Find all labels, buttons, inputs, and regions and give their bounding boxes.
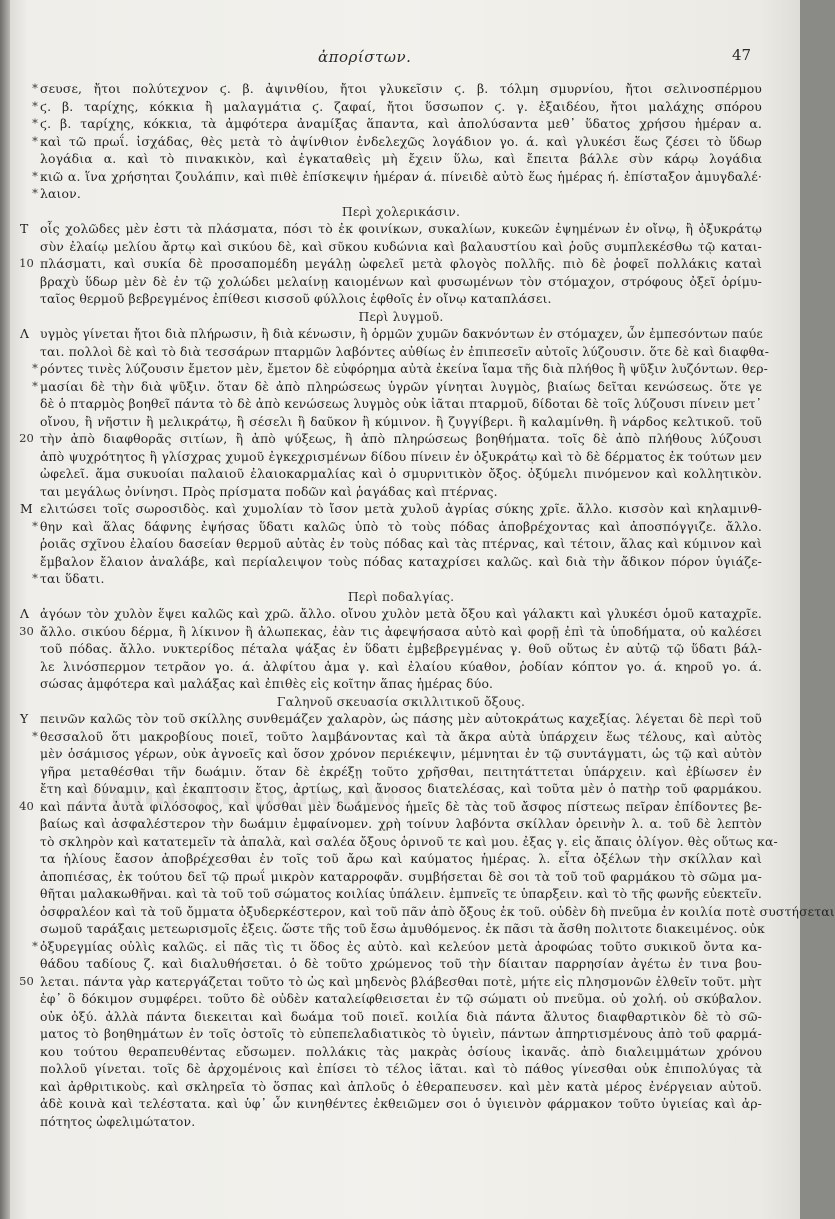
line-text: ἐφ᾽ ὃ δόκιμον συμφέρει. τοῦτο δὲ οὐδὲν καταλείφθεισεται ἐν τῷ σώματι οὐ πνεῦμα. οὐ χολή. οὐ σκύβαλον. [40,991,762,1006]
text-line [40,745,762,763]
text-line [40,640,762,658]
margin-asterisk: * [32,133,38,148]
line-text: οἷς χολῶδες μὲν ἐστι τὰ πλάσματα, πόσι τὸ ἐκ φοινίκων, συκαλίων, κυκεῶν ἐψημένων ἐν οἴνῳ, ἢ ὀξυκράτῳ [40,221,762,236]
line-text: ϛ. β. ταρίχης, κόκκια, τὰ ἀμφότερα ἀναμίξας ἅπαντα, καὶ ἀπολύσαντα μεθ᾽ ὕδατος χρήσου ἡμέραν α. [40,116,762,131]
margin-asterisk: * [32,98,38,113]
text-line [20,500,762,518]
line-text: καὶ πάντα ἀυτὰ φιλόσοφος, καὶ ψύσθαι μὲν δωάμενος ἡμεῖς δὲ τὰς τοῦ ἄσφος πίστεως πεῖραν ἐπίδοντες βε- [40,798,762,814]
line-text: θην καὶ ἅλας δάφνης ἐψήσας ὕδατι καλῶς ὑπὸ τὸ τοὺς πόδας ἀποβρέχοντας καὶ ἀποσπόγγιζε. ἄλλο. [40,518,762,534]
text-line [40,990,762,1008]
line-text: λαιον. [40,186,81,201]
line-text: βραχὺ ὕδωρ μὲν δὲ ἐν τῷ χολώδει μελαίνῃ καιομένων καὶ φυσωμένων τὸν στόμαχον, στρόφους ὀξεῖ ὁρίμυ- [40,273,762,289]
line-text: καὶ τῶ πρωΐ. ἰσχάδας, θὲς μετὰ τὸ ἀψίνθιον ἐνδελεχῶς λογάδιον γο. ά. καὶ γλυκέσι ἕως ζέσει τὸ ὕδωρ [40,133,762,149]
section-heading [40,693,762,711]
text-line [40,1078,762,1096]
text-line [32,80,762,98]
line-text: λεται. πάντα γὰρ κατεργάζεται τοῦτο τὸ ὠς καὶ μηδενὸς βλάβεσθαι ποτὲ, μήτε εἰς πλησμονῶν ἐλθεῖν τοῦτ. μὴτ [40,973,762,989]
line-text: ται ὕδατι. [40,571,105,586]
line-text: γῆρα μεταθέσθαι τῆν δωάμιν. ὅταν δὲ ἐκρέξῃ τοῦτο χρῆσθαι, πειτητάττεται ὑπάρχειν. καὶ ἐβίωσεν ἐν [40,763,762,779]
text-line [40,815,762,833]
text-line [40,1095,762,1113]
faint-offset-print [80,792,400,804]
text-line [40,868,762,886]
margin-asterisk: * [32,571,38,585]
line-text: πότητος ὠφελιμώτατον. [40,1113,196,1129]
text-line [32,115,762,133]
line-text: ἀγόων τὸν χυλὸν ἕψει καλῶς καὶ χρῶ. ἄλλο. οἴνου χυλὸν μετὰ ὄξου καὶ γάλακτι καὶ γλυκέσι ὁμοῦ καταχρῖε. [40,606,762,621]
line-text: σευσε, ἤτοι πολύτεχνον ϛ. β. ἀψινθίου, ἤτοι γλυκεῖσιν ϛ. β. τόλμη σμυρνίου, ἤτοι σελινοσπέρμου [40,81,762,96]
initial-letter: Μ [20,501,33,516]
text-line [40,903,835,921]
margin-asterisk: * [32,378,38,393]
text-line [40,535,762,553]
text-line [32,360,768,378]
line-text: ταῖος θερμοῦ βεβρεγμένος ἐπίθεσι κισσοῦ φύλλοις ἑφθοῖς ἐν οἴνῳ καταπλάσει. [40,291,552,306]
text-line [40,290,762,308]
text-line [20,605,762,623]
text-line [40,885,762,903]
text-line [19,973,762,991]
text-line [19,255,762,273]
section-heading [40,308,762,326]
text-line [20,220,762,238]
text-line [19,623,762,641]
line-number: 40 [19,798,34,813]
text-line [32,938,762,956]
text-line [40,1008,762,1026]
line-text: ἔμβαλον ἔλαιον ἀναλάβε, καὶ περίαλειψον τοὺς πόδας καταχρίσει καλῶς. καὶ διὰ τὴν ἄδικον πόρον ὑγιάζε- [40,553,762,569]
line-text: θῆται μαλακωθῆναι. καὶ τὰ τοῦ τοῦ σώματος κοιλίας ὑπάλειν. ἐμπνεῖς τε ὑπαρξειν. καὶ τὸ τῆς φωνῆς εὐεκτεῖν. [40,886,762,901]
line-text: ἀποπιέσας, ἐκ τούτου δεῖ τῷ πρωΐ μικρὸν καταρροφᾶν. συμβήσεται δὲ σοι τὰ τοῦ τοῦ φαρμάκου τὸ σῶμα μα- [40,868,762,884]
line-text: θάδου ταδίους ζ. καὶ διαλυθήσεται. ὁ δὲ τοῦτο χρώμενος τοῦ τὴν δίαιταν παρρησίαν ἀγέτω ἐν τινα βου- [40,956,762,971]
line-text: τὴν ἀπὸ διαφθορᾶς σιτίων, ἢ ἀπὸ ψύξεως, ἢ ἀπὸ πληρώσεως βοηθήματα. τοῖς δὲ ἀπὸ πλήθους λύζουσι [40,431,762,446]
line-text: πεινῶν καλῶς τὸν τοῦ σκίλλης συνθεμάζεν χαλαρὸν, ὡς πάσης μὲν αὐτοκράτως καχεξίας. λέγεται δὲ περὶ τοῦ [40,711,762,726]
text-line [40,920,765,938]
margin-asterisk: * [32,361,38,375]
text-line [40,1025,762,1043]
line-text: Περὶ ποδαλγίας. [347,588,455,604]
line-text: ὀξυρεγμίας οὐλὶς καλῶς. εἰ πᾶς τὶς τι ὅδος ἐς αὐτὸ. καὶ κελεύον μετὰ ἀροφώας τοῦτο συκικοῦ ὄντα κα- [40,938,762,954]
initial-letter: Λ [20,326,30,341]
margin-asterisk: * [32,81,38,95]
line-text: ῥοιᾶς σχῖνου ἐλαίου δασείαν θερμοῦ αὐτὰς ἐν τοὺς πόδας καὶ τὰς πτέρνας, καὶ τέτοιν, ἅλας καὶ κύμινον καὶ [40,536,762,551]
line-text: ρόντες τινὲς λύζουσιν ἔμετον μὲν, ἔμετον δὲ εὐφόρημα αὐτὰ ἐκείνα ἴαμα τῆς διὰ πλήθος ἢ ψῦξιν λυζόντων. θερ- [40,361,768,376]
text-line [32,168,762,186]
line-text: ϛ. β. ταρίχης, κόκκια ἢ μαλαγμάτια ϛ. ζαφαί, ἤτοι ὕσσωπον ϛ. γ. ἐξαιδέου, ἤτοι μαλάχης σπόρου [40,98,762,114]
running-head: ἀπορίστων. [318,48,412,66]
line-text: σὺν ἐλαίῳ μελίου ἄρτῳ καὶ σικύου δὲ, καὶ σῦκου κυδώνια καὶ βαλαυστίου καὶ ῥοῦς συμπλεκέσθω τῷ καται- [40,238,762,254]
text-line [32,570,762,588]
text-line [40,553,762,571]
line-text: ἀδὲ κοινὰ καὶ τελέστατα. καὶ ὑφ᾽ ὧν κινηθέντες ἐκθειῶμεν σοι ὁ ὑγιεινὸν φάρμακον τοῦτο ὑγιείας καὶ ἀρ- [40,1096,762,1111]
line-text: ματος τὸ βοηθημάτων ἐν τοῖς ὀστοῖς τὸ εὐπεπελαδιατικὸς τὸ ὑγιεὶν, πάντων ἀπηρτισμένους ἀπὸ τοῦ φαρμά- [40,1026,762,1041]
text-line [40,150,762,168]
text-line [40,448,762,466]
line-text: υγμὸς γίνεται ἤτοι διὰ πλήρωσιν, ἢ διὰ κένωσιν, ἢ ὁρμῶν χυμῶν δακνόντων ἐν στόμαχεν, ὧν ἐμπεσόντων παύε [40,326,763,341]
line-text: πλάσματι, καὶ συκία δὲ προσαπομέδη μεγάλῃ ὠφελεῖ μετὰ φλογὸς πολλῆς. πιὸ δὲ ῥοφεῖ πολλάκις καταὶ [40,256,762,271]
line-text: ελιτώσει τοῖς σωροσιδὸς. καὶ χυμολίαν τὸ ἴσον μετὰ χυλοῦ ἀγρίας σύκης χρῖε. ἄλλο. κισσὸν καὶ κηλαμινθ- [40,501,762,516]
main-text-block [19,80,835,1130]
line-text: ὠφελεῖ. ἅμα συκυοίαι παλαιοῦ ἐλαιοκαρμαλίας καὶ ὁ σμυρνιτικὸν ὄξος. ὀξύμελι πινόμενον καὶ κολλητικὸν. [40,466,762,481]
margin-asterisk: * [32,728,38,743]
text-line [40,833,778,851]
line-text: ται μεγάλως ὀνίνησι. Πρὸς πρίσματα ποδῶν καὶ ῥαγάδας καὶ πτέρνας. [40,483,498,499]
text-line [40,850,762,868]
line-text: σωμοῦ ταράξαις μετεωρισμοῖς ἐξεις. ὥστε τῆς τοῦ ἔσω ἀμυθόμενος. ἐκ πᾶσι τὰ ἄσθη πολιτοτε διακειμένος. οὐκ [40,921,765,936]
line-text: λε λινόσπερμον τετρᾶον γο. ά. ἀλφίτου ἀμα γ. καὶ ἐλαίου κύαθον, ῥοδίαν κόπτον γο. ά. κηροῦ γο. ά. [40,658,762,674]
text-line [40,658,762,676]
text-line [20,325,763,343]
text-line [32,185,762,203]
margin-asterisk: * [32,186,38,200]
line-text: θεσσαλοῦ ὅτι μακροβίους ποιεῖ, τοῦτο λαμβάνοντας καὶ τὰ ἄκρα αὐτὰ ὑπάρχειν ἕως τέλους, καὶ αὐτὸς [40,728,762,744]
line-text: Γαληνοῦ σκευασία σκιλλιτικοῦ ὄξους. [276,693,526,709]
section-heading [40,203,762,221]
line-text: ἄλλο. σικύου δέρμα, ἢ λίκινον ἢ ἀλωπεκας, ἐὰν τις ἀφεψήσασα αὐτὸ καὶ φορῇ ἐπὶ τὰ ὑποδήματα, οὐ καλέσει [40,623,762,639]
text-line [32,518,762,536]
text-line [32,98,762,116]
line-text: καὶ ἀρθριτικοὺς. καὶ σκληρεῖα τὸ ὅσπας καὶ ἀπλοῦς ὁ ἐθεραπευσεν. καὶ μὲν κατὰ μέρος ἐνέργειαν αὐτοῦ. [40,1078,762,1094]
line-number: 20 [19,431,34,445]
text-line [40,238,762,256]
line-text: οὐκ ὀξύ. ἀλλὰ πάντα διεκειται καὶ δωάμα τοῦ ποιεῖ. κοιλία διὰ πάντα ἄλυτος διαφθαρτικὸν δὲ τὸ σῶ- [40,1008,762,1024]
line-text: Περὶ λυγμοῦ. [358,308,444,324]
text-line [40,465,762,483]
line-text: πολλοῦ γίνεται. τοῖς δὲ ἀρχομένοις καὶ ἐπίσει τὸ τέλος ἰᾶται. καὶ τὸ πάθος γίνεσθαι οὐκ ἐπιπολύγας τὰ [40,1061,762,1076]
section-heading [40,588,762,606]
text-line [40,955,762,973]
text-line [32,378,762,396]
initial-letter: Υ [20,711,29,726]
margin-asterisk: * [32,116,38,130]
text-line [40,413,762,431]
page-header [0,46,800,72]
margin-asterisk: * [32,938,38,953]
text-line [20,710,762,728]
line-text: ὀσφραλέον καὶ τὰ τοῦ ὄμματα ὀξυδερκέστερον, καὶ τοῦ πᾶν ἀπὸ ὄξους ἐκ τοῦ. οὐδὲν δὴ πνεῦμα ἐν κοιλία ποτὲ συστήσεται [40,903,835,919]
line-text: κου τούτου θεραπευθέντας εὔσωμεν. πολλάκις τὰς μακρὰς ὁσίους ἰκανᾶς. ἀπὸ διαλειμμάτων χρόνου [40,1043,762,1059]
line-text: τοῦ πόδας. ἄλλο. νυκτερίδος πέταλα ψάξας ἐν ὕδατι ἐμβεβρεγμένας γ. θοῦ οὕτως ἐν αὐτῷ τῷ ὕδατι βάλ- [40,641,762,656]
line-text: λογάδια α. καὶ τὸ πινακικὸν, καὶ ἐγκαταθεὶς μὴ ἔχειν ὕλω, καὶ ἔπειτα βάλλε σὺν κάρῳ λογάδια [40,151,762,166]
text-line [40,675,762,693]
text-line [40,1060,762,1078]
margin-asterisk: * [32,518,38,533]
text-line [40,395,762,413]
line-text: κιῶ α. ἵνα χρήσηται ζουλάπιν, καὶ πιθὲ ἐπίσκεψιν ἡμέραν ά. πίνειδὲ αὐτὸ ἕως ἡμέρας ή. ἐπίσταξον ἀμυγδαλέ· [40,168,762,184]
line-text: μὲν ὁσάμισος γέρων, οὐκ ἀγνοεῖς καὶ ὅσον χρόνον περιέκεψιν, μέμνηται ἐν τῷ συντάγματι, ὡς τῷ καὶ αὐτὸν [40,746,762,761]
line-text: ἔτη καὶ δύναμιν, καὶ ἐκαπτοσιν ἔτος, ἀρτίως, καὶ ἄνοσος διατελέσας, καὶ τοῦτα μὲν ὁ πατὴρ τοῦ φαρμάκου. [40,781,762,796]
text-line [32,133,762,151]
line-text: Περὶ χολερικάσιν. [341,203,461,219]
line-number: 30 [19,623,34,638]
text-line [40,343,770,361]
text-line [19,430,762,448]
text-line [40,483,762,501]
line-text: τὸ σκληρὸν καὶ κατατεμεῖν τὰ ἀπαλὰ, καὶ σαλέα ὄξους ὁρινοῦ τε καὶ μου. ἐξας γ. εἰς ἄπαις ὀλίγον. θὲς οὕτως κα- [40,833,778,849]
text-line [40,1113,762,1131]
line-text: μασίαι δὲ τὴν διὰ ψῦξιν. ὅταν δὲ ἀπὸ πληρώσεως ὑγρῶν γίνηται λυγμὸς, βιαίως δεῖται κενώσεως. ὅτε γε [40,378,762,394]
line-text: βαίως καὶ ἀσφαλέστερον τὴν δωάμιν ἐμφαίνομεν. χρὴ τοίνυν λαβόντα σκίλλαν ὀρεινὴν λ. α. τοῦ δὲ λεπτὸν [40,816,762,831]
line-text: δὲ ὁ πταρμὸς βοηθεῖ πάντα τὸ δὲ ἀπὸ κενώσεως λυγμὸς οὐκ ἰᾶται πταρμοῦ, δίδοται δὲ τοῖς λύζουσι πίνειν μετ᾽ [40,396,762,411]
line-number: 50 [19,973,34,988]
text-line [32,728,762,746]
line-text: τα ἡλίους ἔασον ἀποβρέχεσθαι ἐν τοῖς τοῦ ἄρω καὶ καύματος ἡμέρας. λ. εἶτα ὀξέλων τὴν σκίλλαν καὶ [40,851,762,866]
margin-asterisk: * [32,168,38,183]
line-text: ται. πολλοὶ δὲ καὶ τὸ διὰ τεσσάρων πταρμῶν λαβόντες αὐθίως ἐν ἐπιπεσεῖν αὐτοῖς λύζουσιν. ὅτε δὲ καὶ διαφθα- [40,343,770,359]
text-line [40,763,762,781]
initial-letter: Λ [20,606,30,621]
line-text: σώσας ἀμφότερα καὶ μαλάξας καὶ ἐπιθὲς εἰς κοῖτην ἅπας ἡμέρας δύο. [40,676,494,691]
initial-letter: Τ [20,221,29,236]
text-line [40,273,762,291]
line-number: 10 [19,256,34,270]
text-line [40,1043,762,1061]
line-text: ἀπὸ ψυχρότητος ἢ γλίσχρας χυμοῦ ἐγκεχρισμένων δίδου πίνειν ἐν ὀξυκράτῳ καὶ τὸ δὲ δέρματος ἐκ τούτων μεν [40,448,762,464]
line-text: οἴνου, ἢ νῆστιν ἢ μελικράτῳ, ἢ σέσελι ἢ δαῦκον ἢ κύμινον. ἢ ζυγγίβερι. ἢ καλαμίνθη. ἢ νάρδος κελτικοῦ. τοῦ [40,413,762,429]
page-number: 47 [732,46,752,64]
